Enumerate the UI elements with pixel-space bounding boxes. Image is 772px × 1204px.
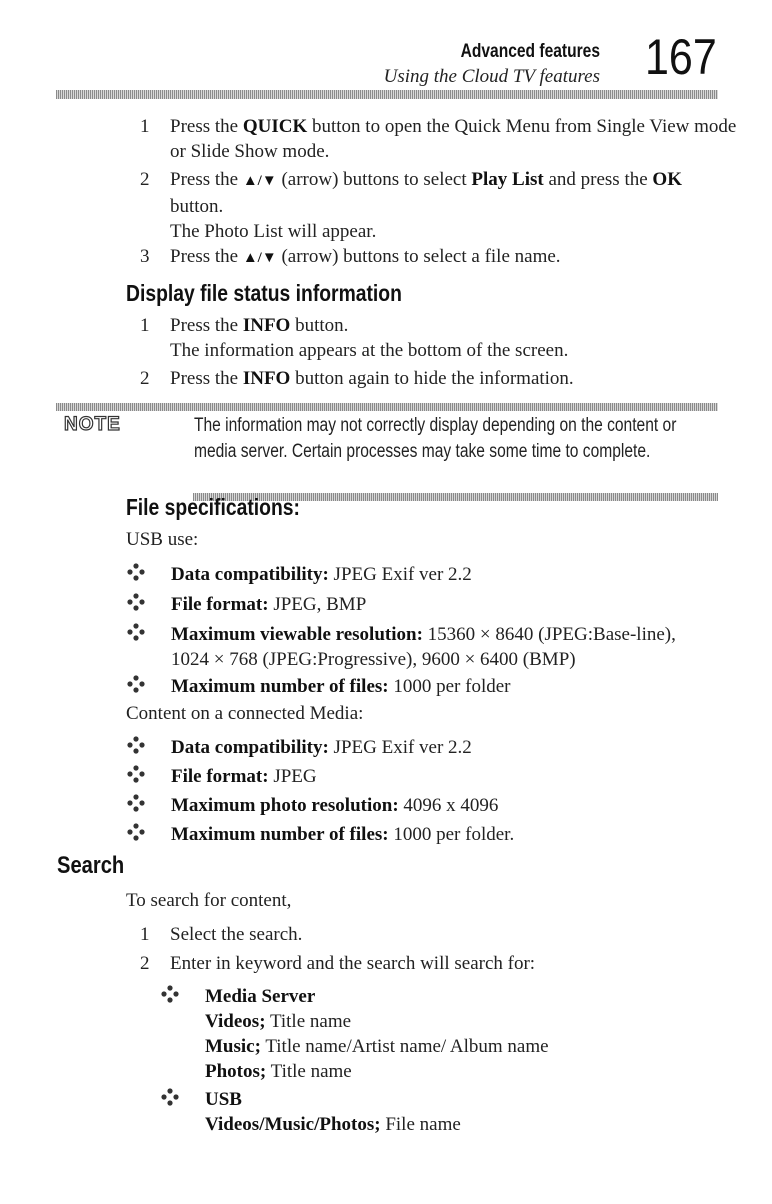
diamond-bullet-icon <box>126 562 146 582</box>
note-top-divider <box>56 403 718 411</box>
note-text: The information may not correctly display depending on the content or media server. Certain processes may take some time to complete. <box>194 415 677 462</box>
diamond-bullet-icon <box>126 735 146 755</box>
section-title: Advanced features <box>460 41 600 62</box>
display-status-heading: Display file status information <box>126 280 402 306</box>
diamond-bullet-icon <box>160 1087 180 1107</box>
subsection-title: Using the Cloud TV features <box>383 66 600 87</box>
header-divider <box>56 90 718 99</box>
search-intro: To search for content, <box>126 890 292 911</box>
diamond-bullet-icon <box>126 764 146 784</box>
diamond-bullet-icon <box>160 984 180 1004</box>
diamond-bullet-icon <box>126 622 146 642</box>
note-label: NOTE <box>64 414 121 435</box>
diamond-bullet-icon <box>126 674 146 694</box>
diamond-bullet-icon <box>126 592 146 612</box>
file-specs-heading: File specifications: <box>126 494 300 520</box>
diamond-bullet-icon <box>126 822 146 842</box>
step-result: The information appears at the bottom of the screen. <box>170 340 569 361</box>
step-result: The Photo List will appear. <box>170 221 377 242</box>
usb-intro: USB use: <box>126 529 199 550</box>
arrow-up-down-icon: ▲/▼ <box>242 250 277 266</box>
search-heading: Search <box>57 852 125 879</box>
media-intro: Content on a connected Media: <box>126 703 364 724</box>
diamond-bullet-icon <box>126 793 146 813</box>
arrow-up-down-icon: ▲/▼ <box>242 173 277 189</box>
page-number: 167 <box>645 29 717 85</box>
